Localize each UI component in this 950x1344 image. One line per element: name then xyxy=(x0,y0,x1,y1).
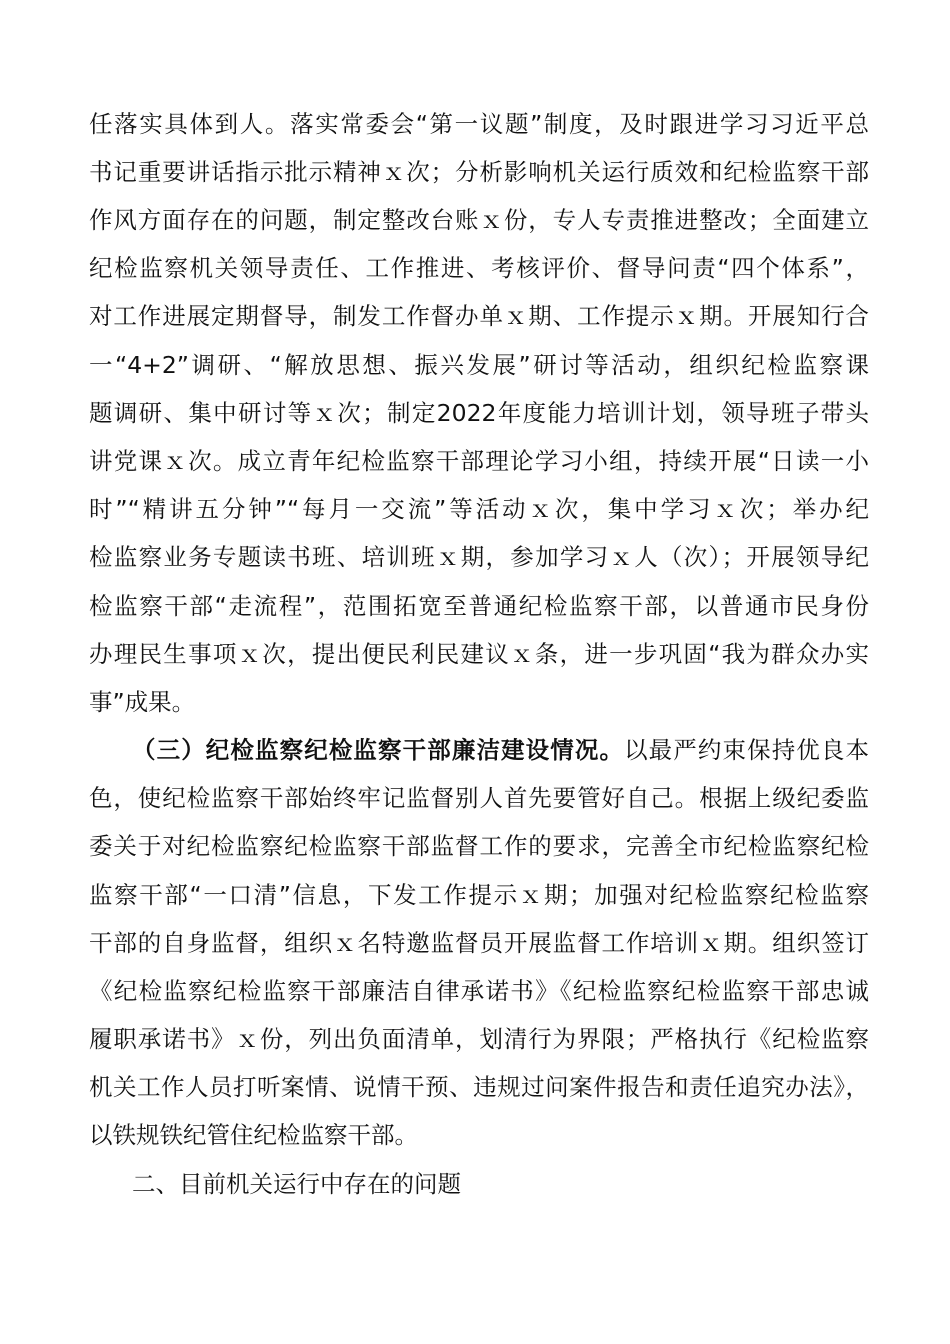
text-line: 一“4+2”调研、“解放思想、振兴发展”研讨等活动，组织纪检监察课 xyxy=(89,351,869,379)
text-line: 事”成果。 xyxy=(89,688,196,716)
text-line: 色，使纪检监察干部始终牢记监督别人首先要管好自己。根据上级纪委监 xyxy=(89,784,869,812)
text-line: 时”“精讲五分钟”“每月一交流”等活动ｘ次，集中学习ｘ次；举办纪 xyxy=(89,495,869,523)
text-line: 履职承诺书》ｘ份，列出负面清单，划清行为界限；严格执行《纪检监察 xyxy=(89,1025,869,1053)
text-line: 办理民生事项ｘ次，提出便民利民建议ｘ条，进一步巩固“我为群众办实 xyxy=(89,640,869,668)
text-line: 干部的自身监督，组织ｘ名特邀监督员开展监督工作培训ｘ期。组织签订 xyxy=(89,929,869,957)
text-line: 机关工作人员打听案情、说情干预、违规过问案件报告和责任追究办法》， xyxy=(89,1073,869,1101)
paragraph-heading: （三）纪检监察纪检监察干部廉洁建设情况。 xyxy=(132,736,625,764)
text-line: 以铁规铁纪管住纪检监察干部。 xyxy=(89,1121,418,1149)
text-line: 检监察干部“走流程”，范围拓宽至普通纪检监察干部，以普通市民身份 xyxy=(89,592,869,620)
text-line: 对工作进展定期督导，制发工作督办单ｘ期、工作提示ｘ期。开展知行合 xyxy=(89,302,869,330)
text-line: 监察干部“一口清”信息，下发工作提示ｘ期；加强对纪检监察纪检监察 xyxy=(89,881,869,909)
text-line: 委关于对纪检监察纪检监察干部监督工作的要求，完善全市纪检监察纪检 xyxy=(89,832,869,860)
text-line: 讲党课ｘ次。成立青年纪检监察干部理论学习小组，持续开展“日读一小 xyxy=(89,447,869,475)
text-line: 纪检监察机关领导责任、工作推进、考核评价、督导问责“四个体系”， xyxy=(89,254,869,282)
text-span: 以最严约束保持优良本 xyxy=(624,736,869,764)
text-line: 题调研、集中研讨等ｘ次；制定2022年度能力培训计划，领导班子带头 xyxy=(89,399,869,427)
text-line: 书记重要讲话指示批示精神ｘ次；分析影响机关运行质效和纪检监察干部 xyxy=(89,158,869,186)
text-line xyxy=(132,726,869,774)
section-heading: 二、目前机关运行中存在的问题 xyxy=(132,1170,461,1198)
text-line: 任落实具体到人。落实常委会“第一议题”制度，及时跟进学习习近平总 xyxy=(89,110,869,138)
text-line: 作风方面存在的问题，制定整改台账ｘ份，专人专责推进整改；全面建立 xyxy=(89,206,869,234)
text-line: 检监察业务专题读书班、培训班ｘ期，参加学习ｘ人（次）；开展领导纪 xyxy=(89,543,869,571)
text-line: 《纪检监察纪检监察干部廉洁自律承诺书》《纪检监察纪检监察干部忠诚 xyxy=(89,977,869,1005)
